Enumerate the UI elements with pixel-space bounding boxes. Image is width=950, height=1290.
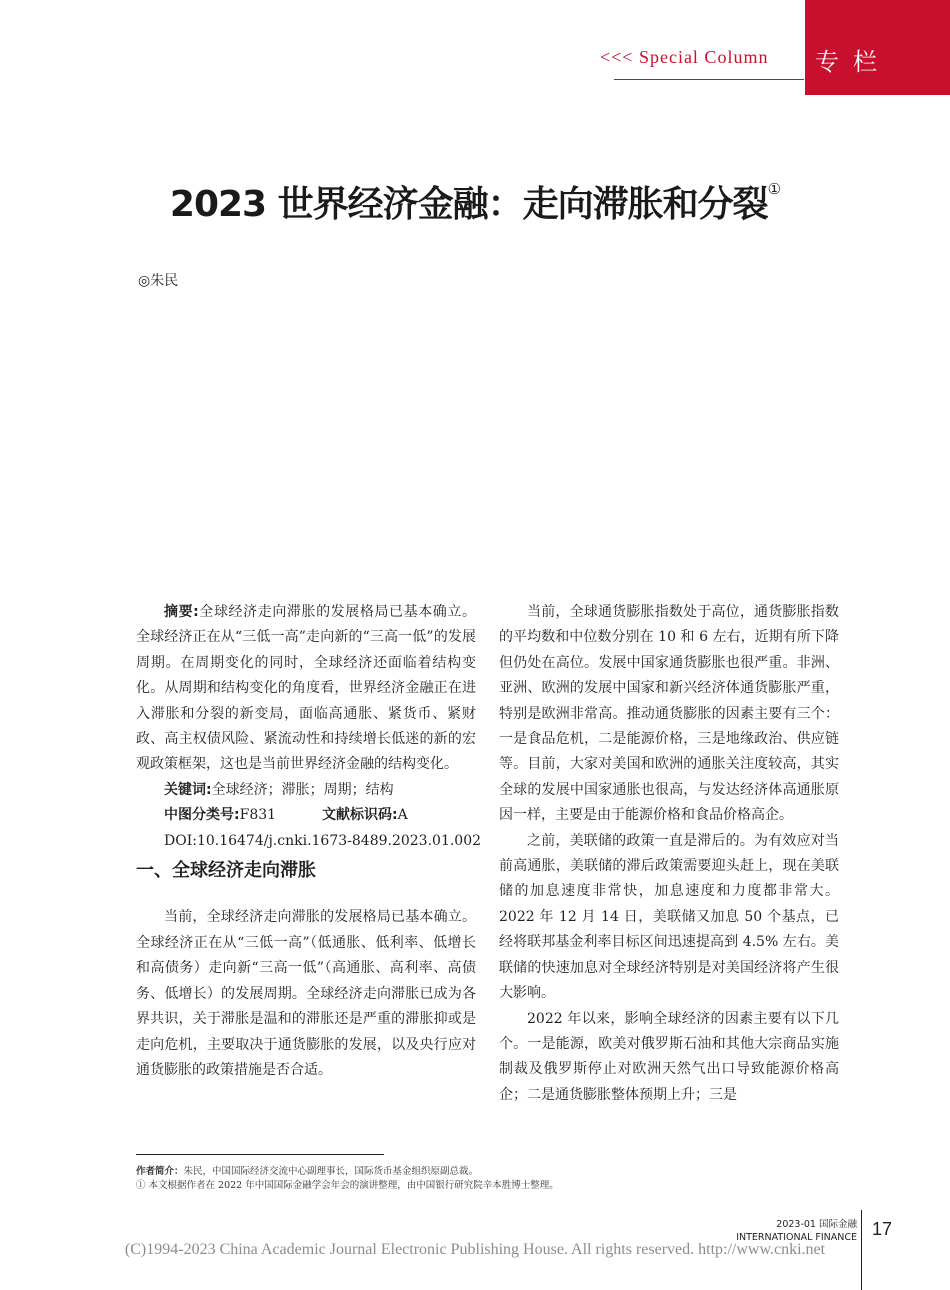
title-footnote-mark: ① bbox=[767, 180, 781, 198]
left-column bbox=[136, 600, 482, 1083]
clc-label: 中图分类号: bbox=[164, 807, 240, 824]
copyright-watermark: (C)1994-2023 China Academic Journal Electronic Publishing House. All rights reserved. http://www.cnki.net bbox=[124, 1241, 826, 1258]
keywords-label: 关键词: bbox=[164, 781, 212, 798]
doc-code-value: A bbox=[397, 807, 408, 824]
author-note bbox=[136, 1165, 836, 1179]
article-title-text: 2023 世界经济金融：走向滞胀和分裂 bbox=[169, 184, 768, 225]
section-paragraph: 当前，全球经济走向滞胀的发展格局已基本确立。全球经济正在从“三低一高”（低通胀、低利率、低增长和高债务）走向新“三高一低”（高通胀、高利率、高债务、低增长）的发展周期。全球经济走向滞胀已成为各界共识，关于滞胀是温和的滞胀还是严重的滞胀抑或是走向危机，主要取决于通货膨胀的发展，以及央行应对通货膨胀的政策措施是否合适。 bbox=[136, 909, 476, 1078]
abstract-text: 全球经济走向滞胀的发展格局已基本确立。全球经济正在从“三低一高”走向新的“三高一低”的发展周期。在周期变化的同时，全球经济还面临着结构变化。从周期和结构变化的角度看，世界经济金融正在进入滞胀和分裂的新变局，面临高通胀、紧货币、紧财政、高主权债风险、紧流动性和持续增长低迷的新的宏观政策框架，这也是当前世界经济金融的结构变化。 bbox=[136, 604, 476, 773]
column-label: <<< Special Column bbox=[600, 47, 769, 67]
abstract-label: 摘要: bbox=[164, 604, 199, 620]
body-paragraph: 当前，全球通货膨胀指数处于高位，通货膨胀指数的平均数和中位数分别在 10 和 6 左右，近期有所下降但仍处在高位。发展中国家通货膨胀也很严重。非洲、亚洲、欧洲的发展中国家和新兴经济体通货膨胀严重，特别是欧洲非常高。推动通货膨胀的因素主要有三个：一是食品危机，二是能源价格，三是地缘政治、供应链等。目前，大家对美国和欧洲的通胀关注度较高，其实全球的发展中国家通胀也很高，与发达经济体高通胀原因一样，主要是由于能源价格和食品价格高企。 bbox=[499, 604, 839, 824]
classification-line bbox=[136, 803, 476, 828]
right-column bbox=[499, 600, 839, 1108]
abstract bbox=[136, 600, 476, 778]
keywords bbox=[136, 778, 476, 803]
author-note-label: 作者简介： bbox=[136, 1166, 184, 1177]
source-note: ① 本文根据作者在 2022 年中国国际金融学会年会的演讲整理，由中国银行研究院辛本胜博士整理。 bbox=[136, 1180, 559, 1191]
journal-issue: 2023-01 国际金融 bbox=[776, 1219, 857, 1230]
body-paragraph: 2022 年以来，影响全球经济的因素主要有以下几个。一是能源，欧美对俄罗斯石油和其他大宗商品实施制裁及俄罗斯停止对欧洲天然气出口导致能源价格高企；二是通货膨胀整体预期上升；三是 bbox=[499, 1010, 839, 1103]
clc-value: F831 bbox=[239, 807, 277, 824]
journal-name-en: INTERNATIONAL FINANCE bbox=[736, 1232, 857, 1243]
author-byline: ◎朱民 bbox=[138, 273, 179, 289]
doi-line: DOI:10.16474/j.cnki.1673-8489.2023.01.002 bbox=[164, 832, 482, 849]
footnote-rule bbox=[136, 1154, 384, 1155]
keywords-text: 全球经济；滞胀；周期；结构 bbox=[211, 781, 394, 798]
body-paragraph: 之前，美联储的政策一直是滞后的。为有效应对当前高通胀，美联储的滞后政策需要迎头赶上，现在美联储的加息速度非常快，加息速度和力度都非常大。2022 年 12 月 14 日，美联储又加息 50 个基点，已经将联邦基金利率目标区间迅速提高到 4.5% 左右。美联储的快速加息对全球经济特别是对美国经济将产生很大影响。 bbox=[499, 832, 839, 1002]
column-badge-text: 专栏 bbox=[815, 48, 891, 76]
column-badge bbox=[805, 0, 950, 95]
page-number: 17 bbox=[872, 1219, 893, 1239]
article-title bbox=[0, 176, 950, 227]
header-rule bbox=[614, 79, 804, 80]
doc-code-label: 文献标识码: bbox=[322, 807, 398, 824]
section-heading: 一、全球经济走向滞胀 bbox=[136, 860, 316, 882]
footnotes bbox=[136, 1165, 836, 1193]
author-note-text: 朱民，中国国际经济交流中心副理事长，国际货币基金组织原副总裁。 bbox=[183, 1166, 479, 1177]
